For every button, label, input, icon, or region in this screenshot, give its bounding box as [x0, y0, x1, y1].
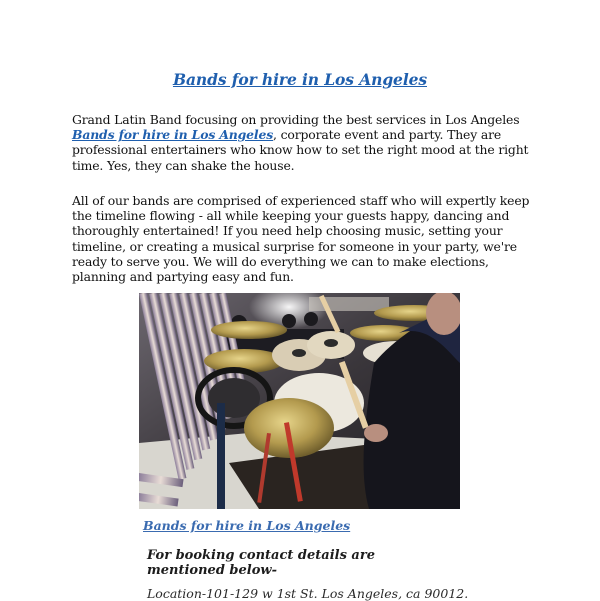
inline-bands-link[interactable]: Bands for hire in Los Angeles: [72, 127, 274, 143]
services-paragraph: All of our bands are comprised of experienced staff who will expertly keep the timeline flowing - all while keeping your guests happy, dancing and thoroughly entertained! If you need help choosing music, setting your timeline, or creating a musical surprise for someone in your party, we're ready to serve you. We will do everything we can to make elections, planning and partying easy and fun.: [72, 193, 530, 285]
booking-heading: For booking contact details are mentioned below-: [147, 548, 375, 578]
drummer-photo: [139, 293, 460, 509]
intro-lead-text: Grand Latin Band focusing on providing the best services in Los Angeles: [72, 112, 520, 127]
page-title: [0, 70, 600, 89]
caption-bands-link[interactable]: Bands for hire in Los Angeles: [143, 518, 351, 533]
drummer-photo-illustration: [139, 293, 460, 509]
title-link[interactable]: Bands for hire in Los Angeles: [172, 70, 427, 89]
intro-paragraph: [72, 112, 542, 173]
location-text: Location-101-129 w 1st St. Los Angeles, ca 90012.: [147, 586, 469, 601]
intro-trail-text: , corporate event and party. They are professional entertainers who know how to set the right mood at the right time. Yes, they can shake the house.: [72, 127, 529, 173]
